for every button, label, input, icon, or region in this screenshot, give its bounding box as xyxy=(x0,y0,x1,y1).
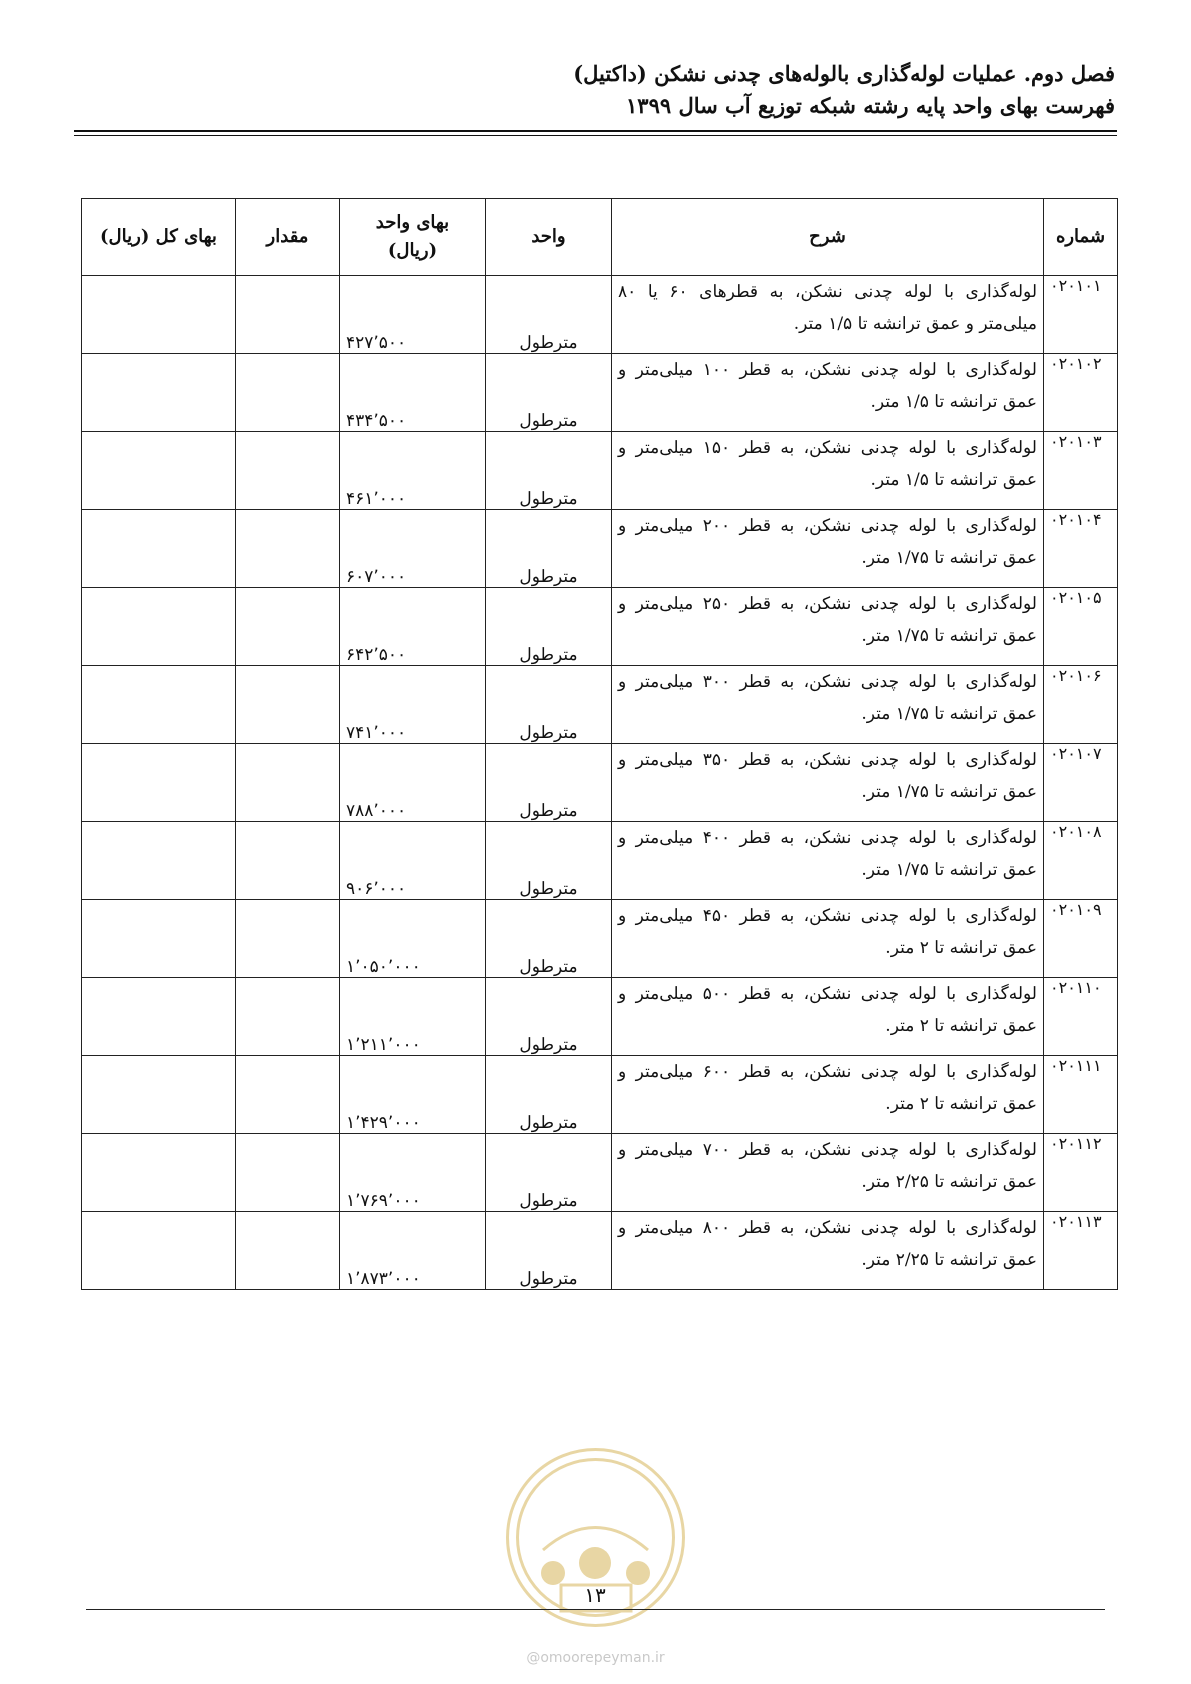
row-unit-price: ۱٬۲۱۱٬۰۰۰ xyxy=(340,978,486,1056)
row-description: لوله‌گذاری با لوله چدنی نشکن، به قطرهای ۶۰ یا ۸۰ میلی‌متر و عمق ترانشه تا ۱/۵ متر. xyxy=(612,276,1044,354)
row-number: ۰۲۰۱۰۶ xyxy=(1044,666,1118,744)
col-header-description: شرح xyxy=(612,199,1044,276)
row-total-price xyxy=(82,1056,236,1134)
row-quantity xyxy=(236,822,340,900)
row-total-price xyxy=(82,978,236,1056)
row-unit: مترطول xyxy=(486,744,612,822)
row-unit-price: ۴۳۴٬۵۰۰ xyxy=(340,354,486,432)
row-total-price xyxy=(82,1134,236,1212)
header-rule-thin xyxy=(74,135,1117,136)
col-header-unit-price xyxy=(340,199,486,276)
table-row xyxy=(82,354,1118,432)
row-description: لوله‌گذاری با لوله چدنی نشکن، به قطر ۴۰۰ میلی‌متر و عمق ترانشه تا ۱/۷۵ متر. xyxy=(612,822,1044,900)
table-row xyxy=(82,276,1118,354)
footer-rule xyxy=(86,1609,1105,1610)
row-number: ۰۲۰۱۱۱ xyxy=(1044,1056,1118,1134)
row-number: ۰۲۰۱۰۹ xyxy=(1044,900,1118,978)
table-row xyxy=(82,978,1118,1056)
row-quantity xyxy=(236,432,340,510)
row-unit: مترطول xyxy=(486,510,612,588)
chapter-title: فصل دوم. عملیات لوله‌گذاری بالوله‌های چدنی نشکن (داکتیل) xyxy=(573,61,1115,86)
row-unit-price: ۶۴۲٬۵۰۰ xyxy=(340,588,486,666)
table-row xyxy=(82,510,1118,588)
row-total-price xyxy=(82,432,236,510)
row-total-price xyxy=(82,822,236,900)
row-unit: مترطول xyxy=(486,900,612,978)
row-description: لوله‌گذاری با لوله چدنی نشکن، به قطر ۸۰۰ میلی‌متر و عمق ترانشه تا ۲/۲۵ متر. xyxy=(612,1212,1044,1290)
table-row xyxy=(82,822,1118,900)
row-description: لوله‌گذاری با لوله چدنی نشکن، به قطر ۱۰۰ میلی‌متر و عمق ترانشه تا ۱/۵ متر. xyxy=(612,354,1044,432)
website-watermark: @omoorepeyman.ir xyxy=(526,1650,665,1666)
row-number: ۰۲۰۱۰۵ xyxy=(1044,588,1118,666)
row-description: لوله‌گذاری با لوله چدنی نشکن، به قطر ۵۰۰ میلی‌متر و عمق ترانشه تا ۲ متر. xyxy=(612,978,1044,1056)
row-quantity xyxy=(236,1056,340,1134)
table-row xyxy=(82,900,1118,978)
row-number: ۰۲۰۱۱۰ xyxy=(1044,978,1118,1056)
row-description: لوله‌گذاری با لوله چدنی نشکن، به قطر ۲۰۰ میلی‌متر و عمق ترانشه تا ۱/۷۵ متر. xyxy=(612,510,1044,588)
row-quantity xyxy=(236,978,340,1056)
row-description: لوله‌گذاری با لوله چدنی نشکن، به قطر ۳۰۰ میلی‌متر و عمق ترانشه تا ۱/۷۵ متر. xyxy=(612,666,1044,744)
row-unit-price: ۱٬۰۵۰٬۰۰۰ xyxy=(340,900,486,978)
row-description: لوله‌گذاری با لوله چدنی نشکن، به قطر ۱۵۰ میلی‌متر و عمق ترانشه تا ۱/۵ متر. xyxy=(612,432,1044,510)
table-row xyxy=(82,1134,1118,1212)
row-description: لوله‌گذاری با لوله چدنی نشکن، به قطر ۶۰۰ میلی‌متر و عمق ترانشه تا ۲ متر. xyxy=(612,1056,1044,1134)
table-row xyxy=(82,1056,1118,1134)
row-total-price xyxy=(82,354,236,432)
col-header-total: بهای کل (ریال) xyxy=(82,199,236,276)
row-unit: مترطول xyxy=(486,1056,612,1134)
row-quantity xyxy=(236,744,340,822)
row-unit: مترطول xyxy=(486,1212,612,1290)
row-number: ۰۲۰۱۰۱ xyxy=(1044,276,1118,354)
table-header-row xyxy=(82,199,1118,276)
row-quantity xyxy=(236,276,340,354)
row-number: ۰۲۰۱۰۲ xyxy=(1044,354,1118,432)
row-unit: مترطول xyxy=(486,978,612,1056)
row-quantity xyxy=(236,666,340,744)
row-number: ۰۲۰۱۰۷ xyxy=(1044,744,1118,822)
row-unit-price: ۹۰۶٬۰۰۰ xyxy=(340,822,486,900)
row-quantity xyxy=(236,510,340,588)
row-total-price xyxy=(82,666,236,744)
col-header-unit: واحد xyxy=(486,199,612,276)
row-quantity xyxy=(236,1212,340,1290)
row-unit-price: ۱٬۷۶۹٬۰۰۰ xyxy=(340,1134,486,1212)
row-number: ۰۲۰۱۱۳ xyxy=(1044,1212,1118,1290)
col-header-number: شماره xyxy=(1044,199,1118,276)
row-quantity xyxy=(236,588,340,666)
col-header-quantity: مقدار xyxy=(236,199,340,276)
table-row xyxy=(82,588,1118,666)
row-unit: مترطول xyxy=(486,666,612,744)
row-unit: مترطول xyxy=(486,354,612,432)
row-quantity xyxy=(236,1134,340,1212)
row-unit-price: ۱٬۴۲۹٬۰۰۰ xyxy=(340,1056,486,1134)
row-unit: مترطول xyxy=(486,276,612,354)
row-total-price xyxy=(82,588,236,666)
page-number: ۱۳ xyxy=(584,1583,606,1607)
row-unit: مترطول xyxy=(486,822,612,900)
row-unit: مترطول xyxy=(486,1134,612,1212)
row-total-price xyxy=(82,1212,236,1290)
col-header-unit-price-line2: (ریال) xyxy=(387,240,438,261)
header-rule-thick xyxy=(74,130,1117,132)
row-unit: مترطول xyxy=(486,588,612,666)
row-total-price xyxy=(82,900,236,978)
row-unit-price: ۱٬۸۷۳٬۰۰۰ xyxy=(340,1212,486,1290)
table-row xyxy=(82,744,1118,822)
row-quantity xyxy=(236,354,340,432)
row-unit-price: ۷۸۸٬۰۰۰ xyxy=(340,744,486,822)
row-description: لوله‌گذاری با لوله چدنی نشکن، به قطر ۲۵۰ میلی‌متر و عمق ترانشه تا ۱/۷۵ متر. xyxy=(612,588,1044,666)
row-description: لوله‌گذاری با لوله چدنی نشکن، به قطر ۳۵۰ میلی‌متر و عمق ترانشه تا ۱/۷۵ متر. xyxy=(612,744,1044,822)
row-description: لوله‌گذاری با لوله چدنی نشکن، به قطر ۷۰۰ میلی‌متر و عمق ترانشه تا ۲/۲۵ متر. xyxy=(612,1134,1044,1212)
table-row xyxy=(82,1212,1118,1290)
price-list-title: فهرست بهای واحد پایه رشته شبکه توزیع آب سال ۱۳۹۹ xyxy=(626,93,1115,118)
table-row xyxy=(82,666,1118,744)
row-number: ۰۲۰۱۰۸ xyxy=(1044,822,1118,900)
row-description: لوله‌گذاری با لوله چدنی نشکن، به قطر ۴۵۰ میلی‌متر و عمق ترانشه تا ۲ متر. xyxy=(612,900,1044,978)
row-number: ۰۲۰۱۰۳ xyxy=(1044,432,1118,510)
row-total-price xyxy=(82,510,236,588)
row-number: ۰۲۰۱۰۴ xyxy=(1044,510,1118,588)
row-number: ۰۲۰۱۱۲ xyxy=(1044,1134,1118,1212)
col-header-unit-price-line1: بهای واحد xyxy=(375,212,450,233)
row-unit-price: ۴۲۷٬۵۰۰ xyxy=(340,276,486,354)
row-total-price xyxy=(82,276,236,354)
row-quantity xyxy=(236,900,340,978)
row-unit-price: ۴۶۱٬۰۰۰ xyxy=(340,432,486,510)
row-unit-price: ۷۴۱٬۰۰۰ xyxy=(340,666,486,744)
row-total-price xyxy=(82,744,236,822)
page-header xyxy=(76,58,1115,122)
row-unit: مترطول xyxy=(486,432,612,510)
table-row xyxy=(82,432,1118,510)
price-table xyxy=(81,198,1118,1290)
row-unit-price: ۶۰۷٬۰۰۰ xyxy=(340,510,486,588)
